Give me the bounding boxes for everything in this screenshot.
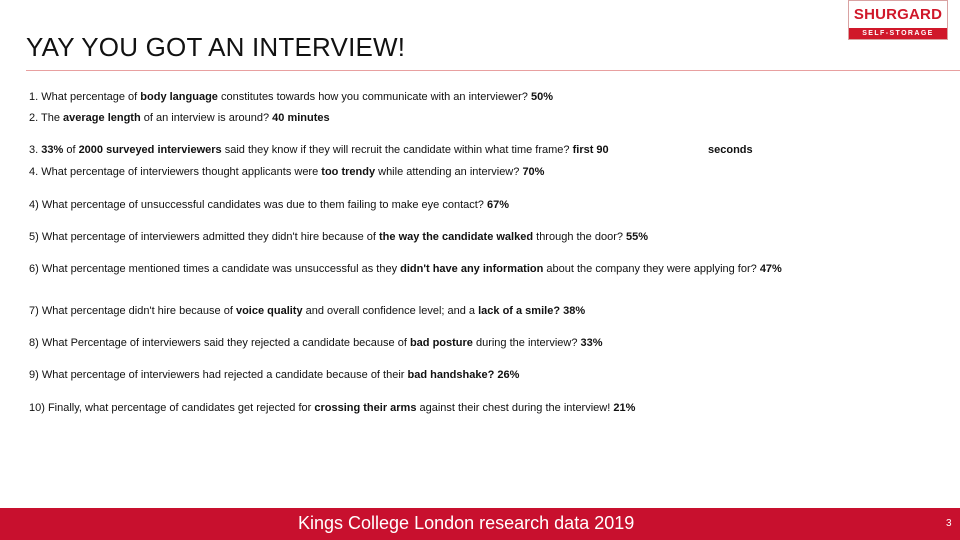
question-10: 9) What percentage of interviewers had rejected a candidate because of their bad handshake? 26%: [29, 369, 520, 381]
question-7: 6) What percentage mentioned times a candidate was unsuccessful as they didn't have any information about the company they were applying for? 47%: [29, 263, 782, 275]
question-1: 1. What percentage of body language constitutes towards how you communicate with an interviewer? 50%: [29, 91, 553, 103]
page-number: 3: [946, 518, 952, 529]
question-3-seconds: seconds: [708, 144, 753, 156]
logo-tagline: SELF-STORAGE: [849, 28, 947, 39]
logo-wordmark: SHURGARD: [853, 6, 943, 23]
footer-source: Kings College London research data 2019: [298, 513, 635, 533]
question-9: 8) What Percentage of interviewers said they rejected a candidate because of bad posture during the interview? 33%: [29, 337, 603, 349]
question-2: 2. The average length of an interview is around? 40 minutes: [29, 112, 330, 124]
question-3: 3. 33% of 2000 surveyed interviewers said they know if they will recruit the candidate within what time frame? first 90: [29, 144, 609, 156]
question-5: 4) What percentage of unsuccessful candidates was due to them failing to make eye contact? 67%: [29, 199, 510, 211]
question-6: 5) What percentage of interviewers admitted they didn't hire because of the way the candidate walked through the door? 55%: [29, 231, 649, 243]
slide-title: YAY YOU GOT AN INTERVIEW!: [26, 32, 406, 62]
title-divider: [26, 70, 960, 71]
question-11: 10) Finally, what percentage of candidates get rejected for crossing their arms against their chest during the interview! 21%: [29, 402, 636, 414]
shurgard-logo: [848, 0, 948, 40]
question-8: 7) What percentage didn't hire because of voice quality and overall confidence level; and a lack of a smile? 38%: [29, 305, 586, 317]
question-4: 4. What percentage of interviewers thought applicants were too trendy while attending an interview? 70%: [29, 166, 545, 178]
